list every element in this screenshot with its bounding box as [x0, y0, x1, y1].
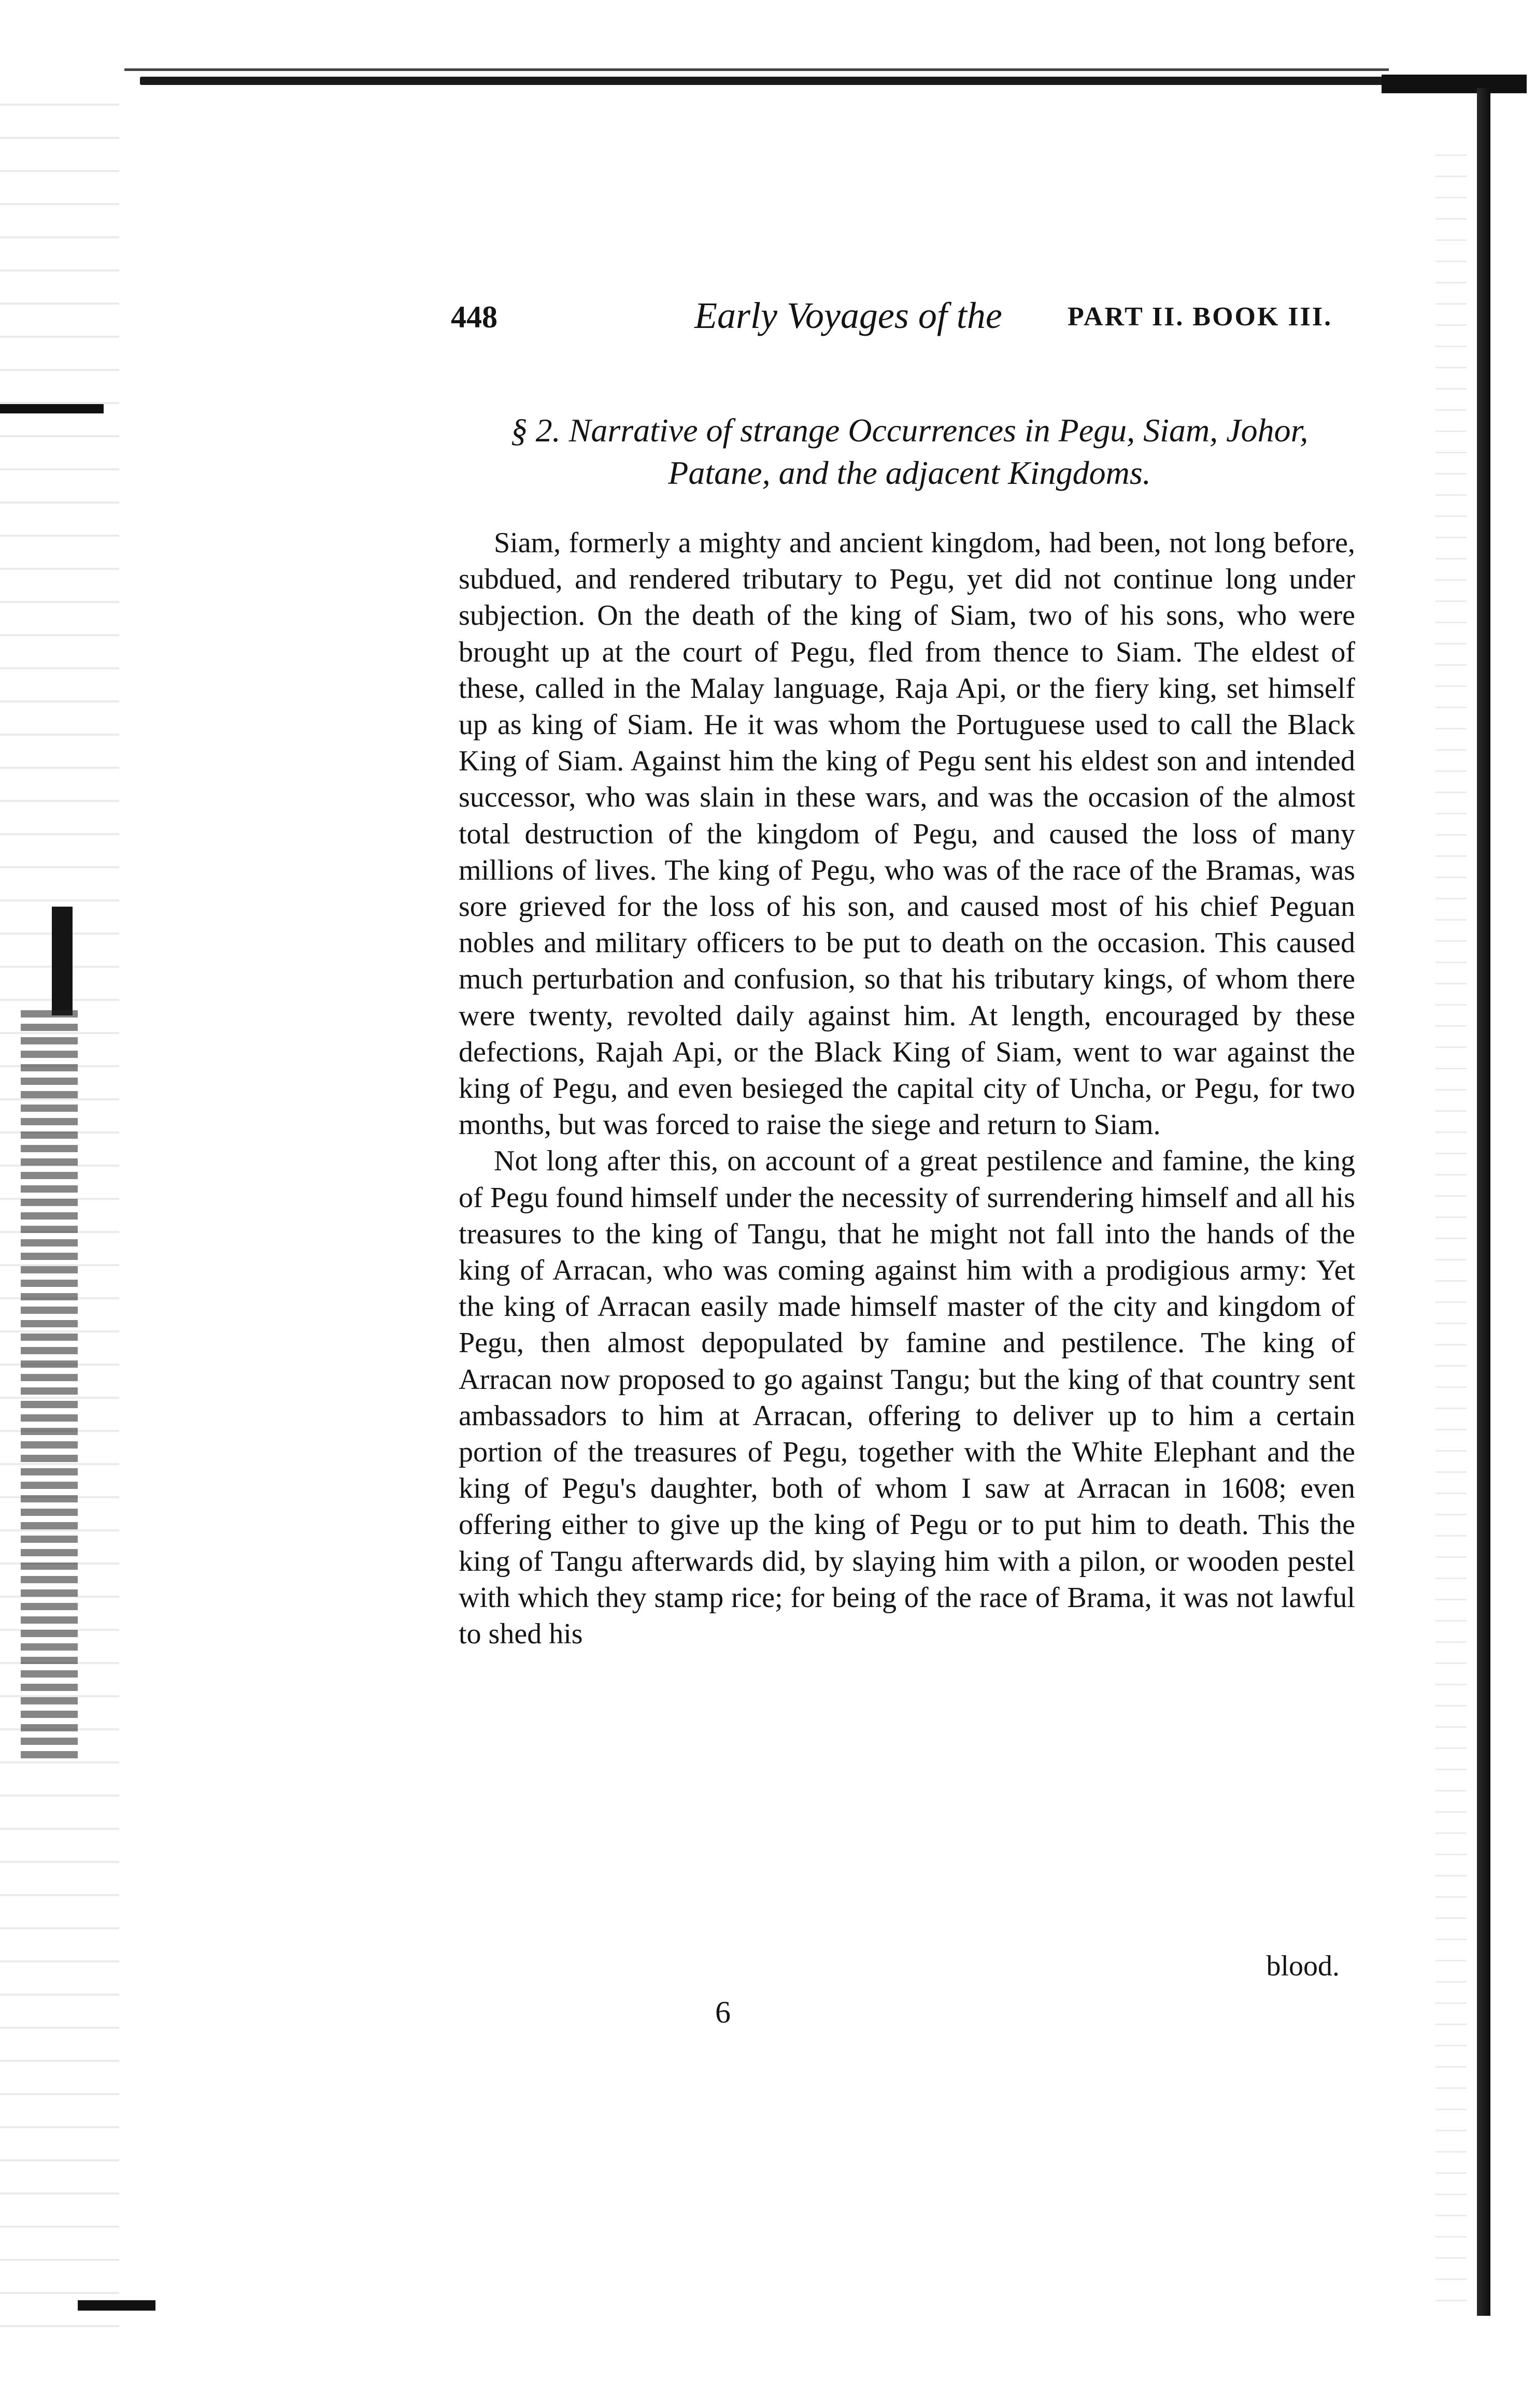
part-book-label: PART II. BOOK III. [1068, 302, 1333, 332]
catchword: blood. [1266, 1950, 1340, 1982]
body-text [459, 525, 1355, 1652]
paragraph-1: Siam, formerly a mighty and ancient kingdom, had been, not long before, subdued, and rendered tributary to Pegu, yet did not continue long under subjection. On the death of the king of Siam, two of his sons, who were brought up at the court of Pegu, fled from thence to Siam. The eldest of these, called in the Malay language, Raja Api, or the fiery king, set himself up as king of Siam. He it was whom the Portuguese used to call the Black King of Siam. Against him the king of Pegu sent his eldest son and intended successor, who was slain in these wars, and was the occasion of the almost total destruction of the kingdom of Pegu, and caused the loss of many millions of lives. The king of Pegu, who was of the race of the Bramas, was sore grieved for the loss of his son, and caused most of his chief Peguan nobles and military officers to be put to death on the occasion. This caused much perturbation and confusion, so that his tributary kings, of whom there were twenty, revolted daily against him. At length, encouraged by these defections, Rajah Api, or the Black King of Siam, went to war against the king of Pegu, and even besieged the capital city of Uncha, or Pegu, for two months, but was forced to raise the siege and return to Siam. [459, 527, 1355, 1141]
running-head [451, 294, 1363, 341]
right-scan-edge [1477, 88, 1490, 2316]
right-scan-speckle [1435, 135, 1467, 2311]
right-scan-cap [1382, 75, 1527, 93]
left-scan-mark [0, 404, 104, 413]
top-scan-rule [140, 77, 1389, 85]
signature-mark: 6 [715, 1995, 731, 2029]
left-foot-mark [78, 2300, 155, 2311]
running-title: Early Voyages of the [694, 295, 1002, 336]
paragraph-2: Not long after this, on account of a great pestilence and famine, the king of Pegu found himself under the necessity of surrendering himself and all his treasures to the king of Tangu, that he might not fall into the hands of the king of Arracan, who was coming against him with a prodigious army: Yet the king of Arracan easily made himself master of the city and kingdom of Pegu, then almost depopulated by famine and pestilence. The king of Arracan now proposed to go against Tangu; but the king of that country sent ambassadors to him at Arracan, offering to deliver up to him a certain portion of the treasures of Pegu, together with the White Elephant and the king of Pegu's daughter, both of whom I saw at Arracan in 1608; even offering either to give up the king of Pegu or to put him to death. This the king of Tangu afterwards did, by slaying him with a pilon, or wooden pestel with which they stamp rice; for being of the race of Brama, it was not lawful to shed his [459, 1145, 1355, 1651]
section-heading [446, 409, 1373, 494]
left-binding-strip [21, 1010, 78, 1761]
left-binding-mark [52, 907, 73, 1015]
section-heading-line-2: Patane, and the adjacent Kingdoms. [668, 454, 1151, 491]
page-number: 448 [451, 300, 497, 334]
section-heading-line-1: § 2. Narrative of strange Occurrences in Pegu, Siam, Johor, [510, 412, 1309, 449]
top-scan-rule-thin [124, 68, 1389, 71]
